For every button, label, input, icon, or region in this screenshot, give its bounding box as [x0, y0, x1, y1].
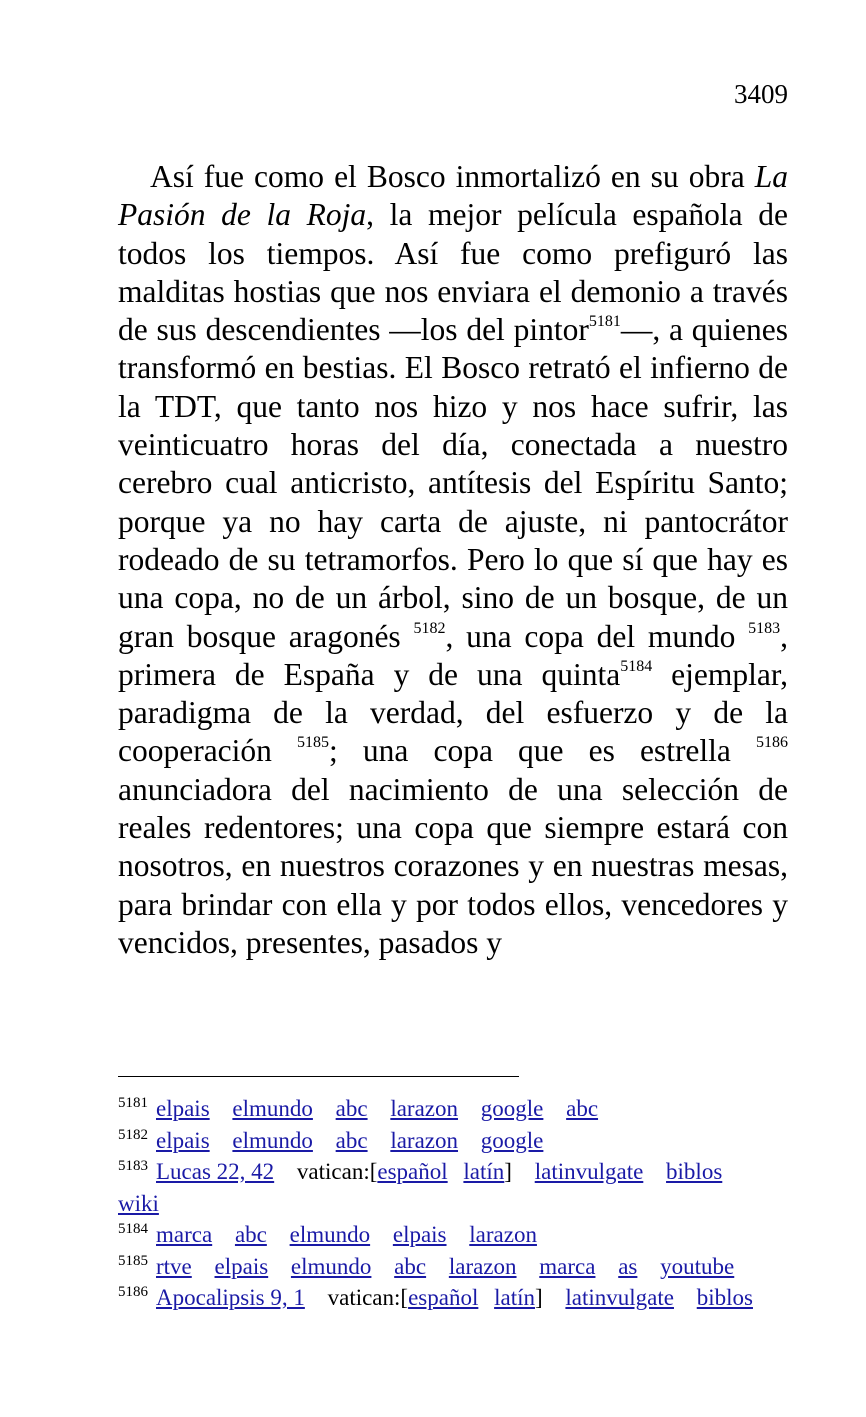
vatican-bracket: ] — [504, 1159, 512, 1184]
footnote-link[interactable]: larazon — [390, 1096, 459, 1121]
footnote-ref-5185: 5185 — [297, 734, 330, 752]
footnote-link[interactable]: as — [618, 1253, 638, 1279]
footnote-5184 — [118, 1219, 790, 1251]
vatican-label: vatican:[ — [327, 1285, 409, 1310]
work-title: La Pasión de la Roja — [118, 159, 788, 233]
footnote-number: 5184 — [118, 1221, 148, 1237]
vatican-link[interactable]: español — [377, 1159, 448, 1184]
body-text-segment: , la mejor película española de todos los tiempos. Así fue como prefiguró las malditas hostias que nos enviara el demonio a través de sus descendientes —los del pintor — [118, 197, 788, 348]
vatican-link[interactable]: latín — [494, 1285, 535, 1310]
footnote-link[interactable]: elmundo — [289, 1222, 371, 1247]
body-paragraph — [118, 158, 788, 962]
footnote-number: 5185 — [118, 1252, 148, 1269]
footnote-link[interactable]: latinvulgate — [534, 1159, 644, 1184]
footnote-link[interactable]: elmundo — [290, 1253, 372, 1279]
footnote-link[interactable]: Lucas 22, 42 — [156, 1159, 275, 1184]
vatican-links — [297, 1159, 529, 1184]
footnote-number: 5186 — [118, 1284, 148, 1300]
footnote-ref-5181: 5181 — [588, 313, 621, 331]
footnote-link[interactable]: larazon — [469, 1222, 537, 1247]
footnote-ref-5183: 5183 — [748, 619, 781, 637]
body-text-segment: ejemplar, paradigma de la verdad, del esfuerzo y de la cooperación — [118, 656, 788, 769]
vatican-link[interactable]: latín — [463, 1159, 505, 1184]
footnote-5182 — [118, 1125, 790, 1157]
footnote-link[interactable]: abc — [335, 1127, 368, 1153]
footnote-number: 5182 — [118, 1126, 148, 1143]
vatican-label: vatican:[ — [296, 1159, 378, 1184]
footnote-link[interactable]: elmundo — [232, 1096, 313, 1121]
footnote-link[interactable]: google — [480, 1127, 544, 1153]
footnote-divider — [118, 1076, 519, 1077]
footnote-link[interactable]: rtve — [156, 1253, 192, 1279]
footnote-link[interactable]: elpais — [156, 1127, 210, 1153]
footnote-link[interactable]: biblos — [696, 1285, 753, 1310]
footnote-link[interactable]: google — [480, 1096, 544, 1121]
footnote-number: 5181 — [118, 1095, 148, 1111]
footnote-link[interactable]: marca — [539, 1253, 596, 1279]
footnote-5185 — [118, 1251, 790, 1283]
footnote-5181 — [118, 1093, 790, 1125]
footnote-link[interactable]: marca — [156, 1222, 213, 1247]
footnote-link[interactable]: latinvulgate — [565, 1285, 674, 1310]
footnote-link[interactable]: abc — [394, 1253, 427, 1279]
body-text-segment: Así fue como el Bosco inmortalizó en su obra — [150, 159, 755, 194]
footnote-link[interactable]: abc — [566, 1096, 599, 1121]
footnote-link[interactable]: elmundo — [232, 1127, 313, 1153]
footnote-ref-5186: 5186 — [756, 734, 788, 752]
body-text — [118, 158, 788, 962]
body-text-segment: —, a quienes transformó en bestias. El Bosco retrató el infierno de la TDT, que tanto nos hizo y nos hace sufrir, las veinticuatro horas del día, conectada a nuestro cerebro cual anticristo, antítesis del Espíritu Santo; porque ya no hay carta de ajuste, ni pantocrátor rodeado de su tetramorfos. Pero lo que sí que hay es una copa, no de un árbol, sino de un bosque, de un gran bosque aragonés — [118, 312, 788, 654]
footnote-ref-5182: 5182 — [413, 619, 446, 637]
footnote-link[interactable]: abc — [234, 1222, 267, 1247]
footnote-5186 — [118, 1282, 790, 1314]
footnote-link[interactable]: larazon — [390, 1127, 459, 1153]
footnote-link[interactable]: elpais — [392, 1222, 447, 1247]
footnote-link[interactable]: wiki — [118, 1190, 159, 1216]
body-text-segment: anunciadora del nacimiento de una selección de reales redentores; una copa que siempre estará con nosotros, en nuestros corazones y en nuestras mesas, para brindar con ella y por todos ellos, vencedores y vencidos, presentes, pasados y — [118, 771, 788, 960]
footnote-5183 — [118, 1156, 790, 1219]
footnote-ref-5184: 5184 — [620, 657, 653, 675]
footnote-link[interactable]: Apocalipsis 9, 1 — [156, 1285, 305, 1310]
body-text-segment: , una copa del mundo — [445, 618, 749, 654]
vatican-links — [328, 1285, 560, 1310]
vatican-bracket: ] — [534, 1285, 543, 1310]
page-number: 3409 — [734, 79, 788, 109]
body-text-segment: , primera de España y de una quinta — [118, 618, 788, 692]
footnotes — [118, 1093, 790, 1314]
footnote-link[interactable]: abc — [335, 1096, 368, 1121]
footnote-link[interactable]: elpais — [156, 1096, 210, 1121]
vatican-link[interactable]: español — [408, 1285, 479, 1310]
footnote-link[interactable]: elpais — [214, 1253, 269, 1279]
footnote-link[interactable]: youtube — [660, 1253, 735, 1279]
footnote-link[interactable]: biblos — [666, 1159, 723, 1184]
footnote-link[interactable]: larazon — [448, 1253, 517, 1279]
body-text-segment: ; una copa que es estrella — [329, 733, 756, 769]
footnote-number: 5183 — [118, 1158, 148, 1174]
